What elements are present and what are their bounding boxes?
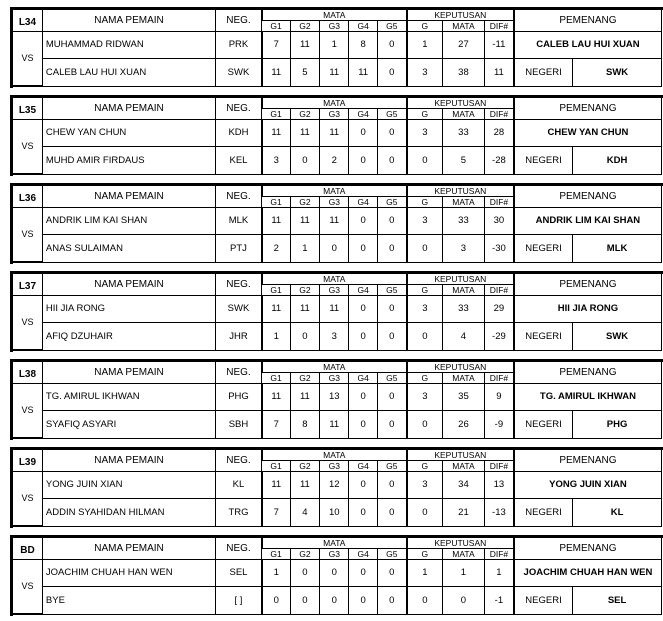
winner-name: HII JIA RONG bbox=[514, 296, 661, 323]
match-block bbox=[12, 361, 662, 439]
player-row bbox=[13, 59, 661, 86]
total-points: 0 bbox=[442, 587, 484, 614]
vs-label: VS bbox=[13, 296, 42, 350]
player-state: SWK bbox=[216, 59, 262, 86]
total-points: 33 bbox=[442, 120, 484, 147]
negeri-label: NEGERI bbox=[514, 499, 573, 526]
player-name: ANDRIK LIM KAI SHAN bbox=[42, 208, 215, 235]
game-header: G5 bbox=[377, 284, 406, 295]
match-code: L34 bbox=[13, 10, 42, 32]
match-block bbox=[12, 273, 662, 351]
match-table bbox=[13, 186, 661, 262]
game-score: 0 bbox=[349, 587, 377, 614]
game-score: 5 bbox=[290, 59, 319, 86]
game-header: G2 bbox=[290, 20, 319, 31]
vs-label: VS bbox=[13, 208, 42, 262]
game-header: G3 bbox=[320, 460, 349, 471]
game-score: 0 bbox=[377, 32, 406, 59]
decision-col-header: G bbox=[407, 108, 443, 119]
game-header: G5 bbox=[377, 196, 406, 207]
game-header: G4 bbox=[349, 284, 377, 295]
game-score: 0 bbox=[349, 499, 377, 526]
vs-label: VS bbox=[13, 32, 42, 86]
game-score: 11 bbox=[320, 208, 349, 235]
game-score: 1 bbox=[262, 323, 290, 350]
decision-header: KEPUTUSAN bbox=[407, 98, 514, 108]
decision-col-header: DIF# bbox=[484, 548, 513, 559]
match-block bbox=[12, 449, 662, 527]
decision-col-header: MATA bbox=[442, 460, 484, 471]
game-header: G5 bbox=[377, 108, 406, 119]
games-won: 0 bbox=[407, 411, 443, 438]
decision-header: KEPUTUSAN bbox=[407, 538, 514, 548]
game-header: G4 bbox=[349, 196, 377, 207]
games-won: 1 bbox=[407, 32, 443, 59]
player-row bbox=[13, 120, 661, 147]
match-table bbox=[13, 362, 661, 438]
game-header: G5 bbox=[377, 20, 406, 31]
game-score: 11 bbox=[290, 32, 319, 59]
vs-label: VS bbox=[13, 472, 42, 526]
point-difference: -9 bbox=[484, 411, 513, 438]
games-won: 0 bbox=[407, 235, 443, 262]
decision-col-header: DIF# bbox=[484, 20, 513, 31]
negeri-label: NEGERI bbox=[514, 59, 573, 86]
player-name: MUHAMMAD RIDWAN bbox=[42, 32, 215, 59]
game-score: 0 bbox=[377, 296, 406, 323]
player-row bbox=[13, 32, 661, 59]
game-score: 0 bbox=[349, 384, 377, 411]
game-header: G1 bbox=[262, 196, 290, 207]
winner-state: SWK bbox=[573, 323, 661, 350]
negeri-label: NEGERI bbox=[514, 411, 573, 438]
point-difference: 1 bbox=[484, 560, 513, 587]
total-points: 27 bbox=[442, 32, 484, 59]
game-score: 0 bbox=[320, 560, 349, 587]
game-header: G1 bbox=[262, 108, 290, 119]
player-row bbox=[13, 323, 661, 350]
winner-header: PEMENANG bbox=[514, 10, 661, 32]
game-score: 0 bbox=[377, 147, 406, 174]
game-header: G2 bbox=[290, 108, 319, 119]
player-state: PRK bbox=[216, 32, 262, 59]
total-points: 34 bbox=[442, 472, 484, 499]
game-header: G4 bbox=[349, 108, 377, 119]
player-name: TG. AMIRUL IKHWAN bbox=[42, 384, 215, 411]
winner-state: MLK bbox=[573, 235, 661, 262]
games-won: 3 bbox=[407, 120, 443, 147]
player-row bbox=[13, 560, 661, 587]
decision-col-header: G bbox=[407, 196, 443, 207]
state-header: NEG. bbox=[216, 10, 262, 32]
game-score: 1 bbox=[262, 560, 290, 587]
game-header: G4 bbox=[349, 20, 377, 31]
match-block bbox=[12, 9, 662, 87]
decision-col-header: DIF# bbox=[484, 460, 513, 471]
winner-state: PHG bbox=[573, 411, 661, 438]
winner-name: YONG JUIN XIAN bbox=[514, 472, 661, 499]
game-score: 8 bbox=[349, 32, 377, 59]
match-code: L39 bbox=[13, 450, 42, 472]
game-score: 0 bbox=[290, 323, 319, 350]
game-score: 11 bbox=[262, 59, 290, 86]
point-difference: -28 bbox=[484, 147, 513, 174]
game-header: G5 bbox=[377, 372, 406, 383]
decision-header: KEPUTUSAN bbox=[407, 10, 514, 20]
games-won: 0 bbox=[407, 499, 443, 526]
game-score: 11 bbox=[290, 472, 319, 499]
negeri-label: NEGERI bbox=[514, 323, 573, 350]
total-points: 1 bbox=[442, 560, 484, 587]
match-block bbox=[12, 537, 662, 615]
winner-header: PEMENANG bbox=[514, 362, 661, 384]
game-score: 0 bbox=[290, 587, 319, 614]
point-difference: -1 bbox=[484, 587, 513, 614]
point-difference: 9 bbox=[484, 384, 513, 411]
game-score: 8 bbox=[290, 411, 319, 438]
game-header: G1 bbox=[262, 20, 290, 31]
winner-name: CALEB LAU HUI XUAN bbox=[514, 32, 661, 59]
game-header: G2 bbox=[290, 548, 319, 559]
winner-state: KDH bbox=[573, 147, 661, 174]
decision-col-header: G bbox=[407, 284, 443, 295]
state-header: NEG. bbox=[216, 450, 262, 472]
game-score: 2 bbox=[320, 147, 349, 174]
player-row bbox=[13, 499, 661, 526]
game-score: 0 bbox=[377, 235, 406, 262]
total-points: 33 bbox=[442, 296, 484, 323]
total-points: 21 bbox=[442, 499, 484, 526]
game-score: 10 bbox=[320, 499, 349, 526]
game-score: 0 bbox=[349, 472, 377, 499]
total-points: 38 bbox=[442, 59, 484, 86]
game-score: 0 bbox=[290, 147, 319, 174]
player-state: SWK bbox=[216, 296, 262, 323]
game-score: 3 bbox=[320, 323, 349, 350]
vs-label: VS bbox=[13, 384, 42, 438]
points-header: MATA bbox=[262, 274, 407, 284]
game-score: 0 bbox=[377, 411, 406, 438]
winner-header: PEMENANG bbox=[514, 98, 661, 120]
player-name: ADDIN SYAHIDAN HILMAN bbox=[42, 499, 215, 526]
player-state: TRG bbox=[216, 499, 262, 526]
player-name: CALEB LAU HUI XUAN bbox=[42, 59, 215, 86]
winner-name: CHEW YAN CHUN bbox=[514, 120, 661, 147]
negeri-label: NEGERI bbox=[514, 147, 573, 174]
state-header: NEG. bbox=[216, 538, 262, 560]
decision-col-header: DIF# bbox=[484, 284, 513, 295]
winner-header: PEMENANG bbox=[514, 450, 661, 472]
game-score: 0 bbox=[320, 235, 349, 262]
match-code: L37 bbox=[13, 274, 42, 296]
match-table bbox=[13, 450, 661, 526]
game-score: 0 bbox=[349, 147, 377, 174]
game-score: 11 bbox=[290, 296, 319, 323]
game-header: G4 bbox=[349, 460, 377, 471]
games-won: 3 bbox=[407, 59, 443, 86]
game-score: 1 bbox=[320, 32, 349, 59]
games-won: 0 bbox=[407, 323, 443, 350]
decision-col-header: MATA bbox=[442, 20, 484, 31]
game-score: 0 bbox=[377, 384, 406, 411]
game-header: G3 bbox=[320, 108, 349, 119]
points-header: MATA bbox=[262, 538, 407, 548]
game-header: G1 bbox=[262, 460, 290, 471]
player-state: PTJ bbox=[216, 235, 262, 262]
match-block bbox=[12, 185, 662, 263]
decision-col-header: G bbox=[407, 20, 443, 31]
game-score: 7 bbox=[262, 411, 290, 438]
decision-col-header: DIF# bbox=[484, 108, 513, 119]
game-score: 11 bbox=[290, 384, 319, 411]
game-score: 11 bbox=[320, 296, 349, 323]
player-state: KDH bbox=[216, 120, 262, 147]
game-header: G4 bbox=[349, 548, 377, 559]
point-difference: 30 bbox=[484, 208, 513, 235]
point-difference: 11 bbox=[484, 59, 513, 86]
decision-header: KEPUTUSAN bbox=[407, 362, 514, 372]
game-header: G3 bbox=[320, 196, 349, 207]
game-score: 0 bbox=[377, 587, 406, 614]
game-score: 0 bbox=[320, 587, 349, 614]
game-header: G2 bbox=[290, 460, 319, 471]
game-score: 0 bbox=[377, 323, 406, 350]
game-score: 0 bbox=[262, 587, 290, 614]
player-name-header: NAMA PEMAIN bbox=[42, 10, 215, 32]
game-score: 0 bbox=[349, 208, 377, 235]
player-name: CHEW YAN CHUN bbox=[42, 120, 215, 147]
game-header: G5 bbox=[377, 548, 406, 559]
player-state: SEL bbox=[216, 560, 262, 587]
winner-state: KL bbox=[573, 499, 661, 526]
winner-header: PEMENANG bbox=[514, 274, 661, 296]
game-header: G5 bbox=[377, 460, 406, 471]
decision-header: KEPUTUSAN bbox=[407, 450, 514, 460]
game-score: 11 bbox=[262, 120, 290, 147]
player-name-header: NAMA PEMAIN bbox=[42, 538, 215, 560]
total-points: 33 bbox=[442, 208, 484, 235]
match-table bbox=[13, 98, 661, 174]
state-header: NEG. bbox=[216, 186, 262, 208]
player-name-header: NAMA PEMAIN bbox=[42, 274, 215, 296]
decision-col-header: MATA bbox=[442, 372, 484, 383]
player-name-header: NAMA PEMAIN bbox=[42, 186, 215, 208]
winner-name: ANDRIK LIM KAI SHAN bbox=[514, 208, 661, 235]
player-row bbox=[13, 296, 661, 323]
player-name: ANAS SULAIMAN bbox=[42, 235, 215, 262]
game-score: 2 bbox=[262, 235, 290, 262]
game-score: 0 bbox=[377, 560, 406, 587]
game-score: 0 bbox=[349, 235, 377, 262]
match-code: L38 bbox=[13, 362, 42, 384]
player-row bbox=[13, 384, 661, 411]
match-table bbox=[13, 10, 661, 86]
player-name: JOACHIM CHUAH HAN WEN bbox=[42, 560, 215, 587]
point-difference: 29 bbox=[484, 296, 513, 323]
decision-header: KEPUTUSAN bbox=[407, 274, 514, 284]
match-code: BD bbox=[13, 538, 42, 560]
match-code: L36 bbox=[13, 186, 42, 208]
games-won: 3 bbox=[407, 384, 443, 411]
player-name-header: NAMA PEMAIN bbox=[42, 450, 215, 472]
player-name: SYAFIQ ASYARI bbox=[42, 411, 215, 438]
match-block bbox=[12, 97, 662, 175]
game-score: 0 bbox=[377, 208, 406, 235]
player-row bbox=[13, 208, 661, 235]
game-score: 13 bbox=[320, 384, 349, 411]
games-won: 3 bbox=[407, 472, 443, 499]
player-row bbox=[13, 411, 661, 438]
vs-label: VS bbox=[13, 560, 42, 614]
game-score: 0 bbox=[349, 120, 377, 147]
games-won: 0 bbox=[407, 587, 443, 614]
match-code: L35 bbox=[13, 98, 42, 120]
winner-state: SWK bbox=[573, 59, 661, 86]
player-row bbox=[13, 147, 661, 174]
game-header: G3 bbox=[320, 284, 349, 295]
game-score: 11 bbox=[320, 59, 349, 86]
game-score: 0 bbox=[349, 411, 377, 438]
game-score: 11 bbox=[262, 384, 290, 411]
player-name-header: NAMA PEMAIN bbox=[42, 98, 215, 120]
total-points: 3 bbox=[442, 235, 484, 262]
game-score: 0 bbox=[349, 296, 377, 323]
decision-header: KEPUTUSAN bbox=[407, 186, 514, 196]
games-won: 3 bbox=[407, 296, 443, 323]
point-difference: -30 bbox=[484, 235, 513, 262]
points-header: MATA bbox=[262, 10, 407, 20]
game-score: 4 bbox=[290, 499, 319, 526]
player-name: YONG JUIN XIAN bbox=[42, 472, 215, 499]
points-header: MATA bbox=[262, 186, 407, 196]
state-header: NEG. bbox=[216, 274, 262, 296]
game-header: G4 bbox=[349, 372, 377, 383]
game-score: 11 bbox=[290, 120, 319, 147]
total-points: 35 bbox=[442, 384, 484, 411]
winner-state: SEL bbox=[573, 587, 661, 614]
winner-header: PEMENANG bbox=[514, 538, 661, 560]
point-difference: -29 bbox=[484, 323, 513, 350]
points-header: MATA bbox=[262, 98, 407, 108]
match-table bbox=[13, 538, 661, 614]
player-state: JHR bbox=[216, 323, 262, 350]
game-score: 7 bbox=[262, 32, 290, 59]
game-header: G3 bbox=[320, 372, 349, 383]
game-header: G2 bbox=[290, 196, 319, 207]
game-score: 11 bbox=[290, 208, 319, 235]
decision-col-header: G bbox=[407, 460, 443, 471]
decision-col-header: MATA bbox=[442, 284, 484, 295]
winner-header: PEMENANG bbox=[514, 186, 661, 208]
winner-name: JOACHIM CHUAH HAN WEN bbox=[514, 560, 661, 587]
total-points: 26 bbox=[442, 411, 484, 438]
game-header: G1 bbox=[262, 284, 290, 295]
winner-name: TG. AMIRUL IKHWAN bbox=[514, 384, 661, 411]
decision-col-header: MATA bbox=[442, 548, 484, 559]
decision-col-header: G bbox=[407, 548, 443, 559]
decision-col-header: MATA bbox=[442, 196, 484, 207]
vs-label: VS bbox=[13, 120, 42, 174]
player-name: HII JIA RONG bbox=[42, 296, 215, 323]
game-header: G3 bbox=[320, 20, 349, 31]
game-score: 1 bbox=[290, 235, 319, 262]
total-points: 5 bbox=[442, 147, 484, 174]
player-row bbox=[13, 587, 661, 614]
game-score: 0 bbox=[377, 59, 406, 86]
game-score: 0 bbox=[377, 120, 406, 147]
player-state: KL bbox=[216, 472, 262, 499]
player-row bbox=[13, 472, 661, 499]
games-won: 1 bbox=[407, 560, 443, 587]
player-row bbox=[13, 235, 661, 262]
player-state: KEL bbox=[216, 147, 262, 174]
player-state: PHG bbox=[216, 384, 262, 411]
player-name: AFIQ DZUHAIR bbox=[42, 323, 215, 350]
point-difference: -13 bbox=[484, 499, 513, 526]
game-score: 0 bbox=[290, 560, 319, 587]
games-won: 0 bbox=[407, 147, 443, 174]
point-difference: 13 bbox=[484, 472, 513, 499]
points-header: MATA bbox=[262, 450, 407, 460]
decision-col-header: G bbox=[407, 372, 443, 383]
game-score: 11 bbox=[262, 296, 290, 323]
game-score: 0 bbox=[377, 499, 406, 526]
game-score: 0 bbox=[349, 560, 377, 587]
state-header: NEG. bbox=[216, 362, 262, 384]
point-difference: 28 bbox=[484, 120, 513, 147]
state-header: NEG. bbox=[216, 98, 262, 120]
game-header: G2 bbox=[290, 284, 319, 295]
game-header: G2 bbox=[290, 372, 319, 383]
decision-col-header: MATA bbox=[442, 108, 484, 119]
decision-col-header: DIF# bbox=[484, 372, 513, 383]
player-name: BYE bbox=[42, 587, 215, 614]
point-difference: -11 bbox=[484, 32, 513, 59]
game-score: 11 bbox=[320, 411, 349, 438]
game-header: G1 bbox=[262, 548, 290, 559]
player-name-header: NAMA PEMAIN bbox=[42, 362, 215, 384]
game-score: 0 bbox=[349, 323, 377, 350]
game-score: 3 bbox=[262, 147, 290, 174]
game-header: G3 bbox=[320, 548, 349, 559]
game-score: 11 bbox=[320, 120, 349, 147]
game-score: 11 bbox=[262, 208, 290, 235]
game-header: G1 bbox=[262, 372, 290, 383]
negeri-label: NEGERI bbox=[514, 235, 573, 262]
points-header: MATA bbox=[262, 362, 407, 372]
game-score: 0 bbox=[377, 472, 406, 499]
player-state: [ ] bbox=[216, 587, 262, 614]
negeri-label: NEGERI bbox=[514, 587, 573, 614]
decision-col-header: DIF# bbox=[484, 196, 513, 207]
game-score: 12 bbox=[320, 472, 349, 499]
games-won: 3 bbox=[407, 208, 443, 235]
game-score: 11 bbox=[349, 59, 377, 86]
player-state: SBH bbox=[216, 411, 262, 438]
game-score: 7 bbox=[262, 499, 290, 526]
game-score: 11 bbox=[262, 472, 290, 499]
player-state: MLK bbox=[216, 208, 262, 235]
match-table bbox=[13, 274, 661, 350]
player-name: MUHD AMIR FIRDAUS bbox=[42, 147, 215, 174]
total-points: 4 bbox=[442, 323, 484, 350]
